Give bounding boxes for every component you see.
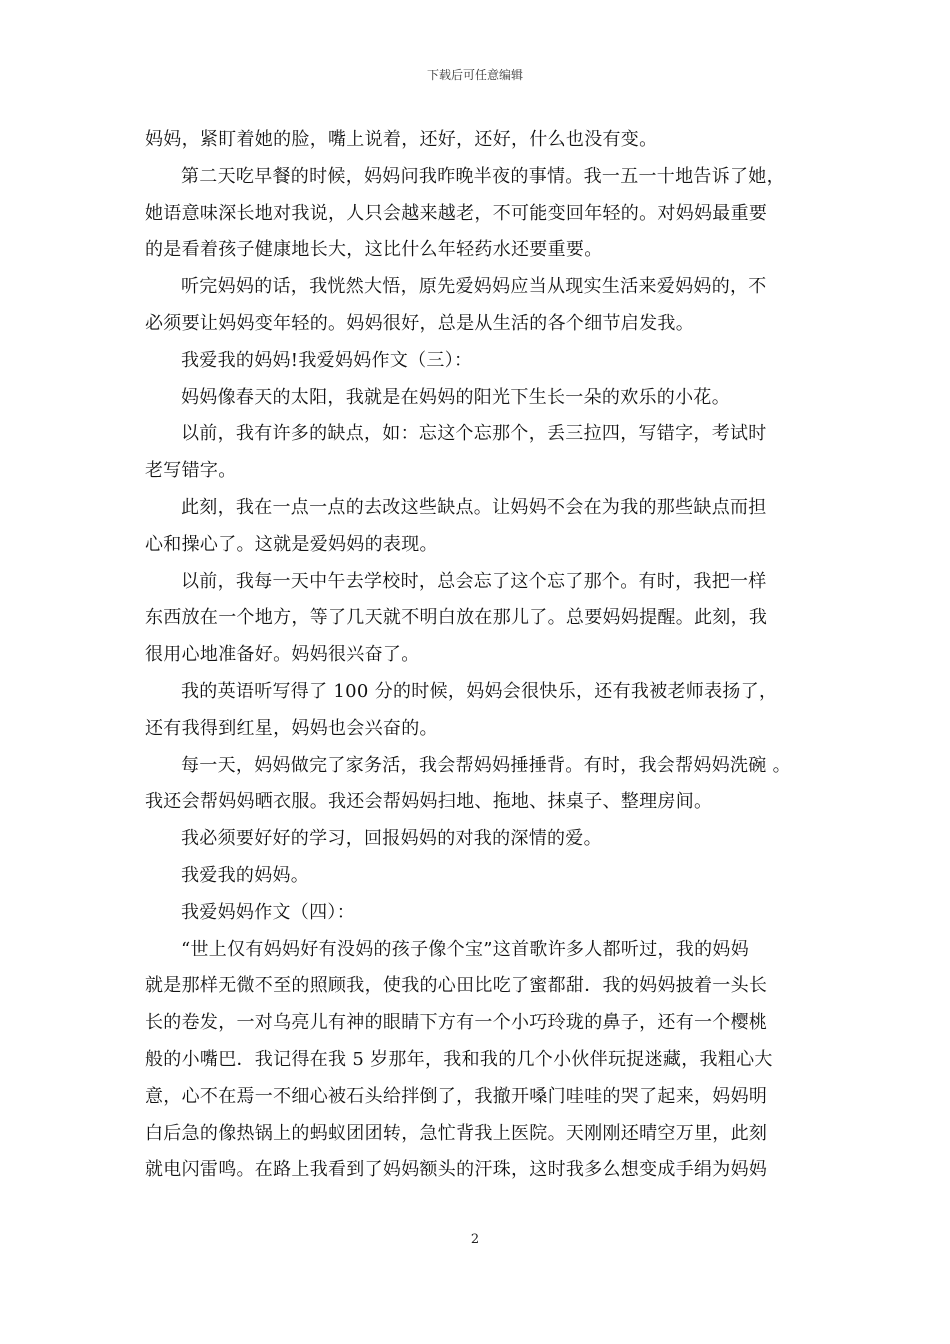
page-number: 2 bbox=[470, 1232, 480, 1247]
text-line: 白后急的像热锅上的蚂蚁团团转，急忙背我上医院。天刚刚还晴空万里，此刻 bbox=[145, 1122, 768, 1144]
text-line: 每一天，妈妈做完了家务活，我会帮妈妈捶捶背。有时，我会帮妈妈洗碗 。 bbox=[181, 754, 791, 776]
text-line: 很用心地准备好。妈妈很兴奋了。 bbox=[145, 644, 420, 666]
text-line: 以前，我每一天中午去学校时，总会忘了这个忘了那个。有时，我把一样 bbox=[181, 570, 767, 592]
text-line: 我爱我的妈妈!我爱妈妈作文（三）： bbox=[181, 349, 473, 371]
text-line: 此刻，我在一点一点的去改这些缺点。让妈妈不会在为我的那些缺点而担 bbox=[181, 496, 767, 518]
text-line: 必须要让妈妈变年轻的。妈妈很好，总是从生活的各个细节启发我。 bbox=[145, 312, 694, 334]
text-line: 妈妈像春天的太阳，我就是在妈妈的阳光下生长一朵的欢乐的小花。 bbox=[181, 386, 730, 408]
text-line: 我爱我的妈妈。 bbox=[181, 864, 310, 886]
text-line: 我的英语听写得了 100 分的时候，妈妈会很快乐，还有我被老师表扬了， bbox=[181, 680, 778, 702]
text-line: 东西放在一个地方，等了几天就不明白放在那儿了。总要妈妈提醒。此刻，我 bbox=[145, 607, 768, 629]
text-line: 她语意味深长地对我说，人只会越来越老，不可能变回年轻的。对妈妈最重要 bbox=[145, 202, 768, 224]
text-line: 长的卷发，一对乌亮儿有神的眼睛下方有一个小巧玲珑的鼻子，还有一个樱桃 bbox=[145, 1012, 768, 1034]
text-line: 我还会帮妈妈晒衣服。我还会帮妈妈扫地、拖地、抹桌子、整理房间。 bbox=[145, 791, 713, 813]
text-line: 我爱妈妈作文（四）： bbox=[181, 901, 355, 923]
text-line: 心和操心了。这就是爱妈妈的表现。 bbox=[145, 533, 438, 555]
text-line: 第二天吃早餐的时候，妈妈问我昨晚半夜的事情。我一五一十地告诉了她， bbox=[181, 165, 785, 187]
text-line: 妈妈，紧盯着她的脸，嘴上说着，还好，还好，什么也没有变。 bbox=[145, 129, 658, 150]
text-line: 般的小嘴巴．我记得在我 5 岁那年，我和我的几个小伙伴玩捉迷藏，我粗心大 bbox=[145, 1048, 773, 1070]
text-line: 听完妈妈的话，我恍然大悟，原先爱妈妈应当从现实生活来爱妈妈的，不 bbox=[181, 276, 767, 298]
text-line: 我必须要好好的学习，回报妈妈的对我的深情的爱。 bbox=[181, 828, 602, 850]
page-header: 下载后可任意编辑 bbox=[426, 68, 523, 82]
text-line: 的是看着孩子健康地长大，这比什么年轻药水还要重要。 bbox=[145, 239, 603, 261]
text-line: 老写错字。 bbox=[145, 460, 237, 482]
text-line: “世上仅有妈妈好有没妈的孩子像个宝”这首歌许多人都听过，我的妈妈 bbox=[181, 938, 750, 960]
text-line: 意，心不在焉一不细心被石头给拌倒了，我撤开嗓门哇哇的哭了起来，妈妈明 bbox=[145, 1085, 768, 1107]
text-line: 以前，我有许多的缺点，如：忘这个忘那个，丢三拉四，写错字，考试时 bbox=[181, 423, 767, 445]
text-line: 还有我得到红星，妈妈也会兴奋的。 bbox=[145, 717, 438, 739]
document-body bbox=[145, 122, 825, 1189]
text-line: 就电闪雷鸣。在路上我看到了妈妈额头的汗珠，这时我多么想变成手绢为妈妈 bbox=[145, 1159, 768, 1181]
text-line: 就是那样无微不至的照顾我，使我的心田比吃了蜜都甜．我的妈妈披着一头长 bbox=[145, 975, 768, 997]
